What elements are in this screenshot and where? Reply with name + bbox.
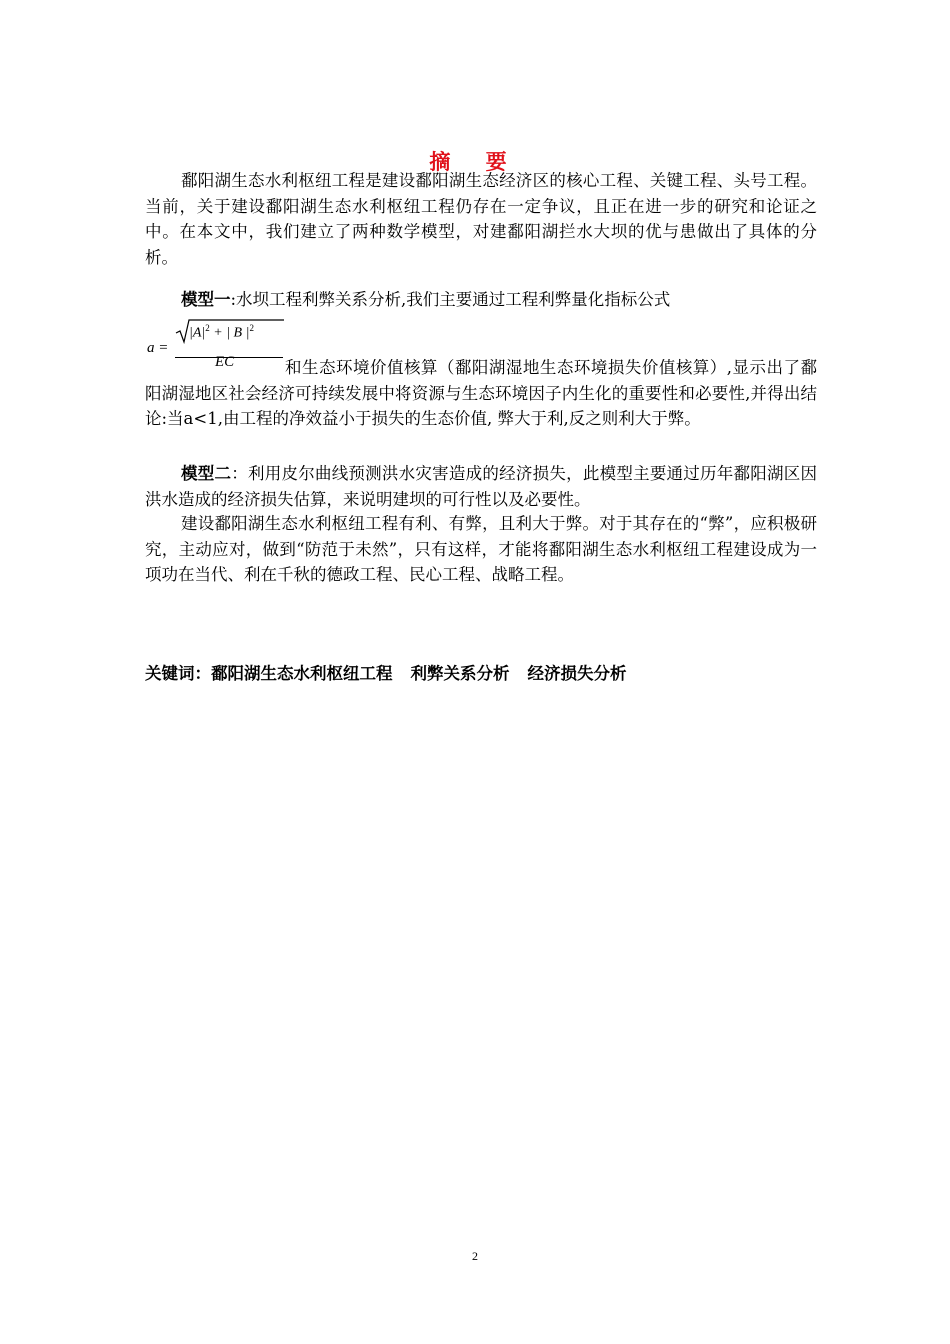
formula-lhs: a = <box>147 340 169 356</box>
keyword-item: 经济损失分析 <box>527 664 627 683</box>
model1-intro <box>145 287 817 313</box>
formula-numerator <box>189 323 254 342</box>
page-number: 2 <box>472 1249 478 1263</box>
intro-paragraph: 鄱阳湖生态水利枢纽工程是建设鄱阳湖生态经济区的核心工程、关键工程、头号工程。当前，关于建设鄱阳湖生态水利枢纽工程仍存在一定争议，且正在进一步的研究和论证之中。在本文中，我们建立了两种数学模型，对建鄱阳湖拦水大坝的优与患做出了具体的分析。 <box>145 171 817 267</box>
conclusion-paragraph: 建设鄱阳湖生态水利枢纽工程有利、有弊，且利大于弊。对于其存在的“弊”，应积极研究，主动应对，做到“防范于未然”，只有这样，才能将鄱阳湖生态水利枢纽工程建设成为一项功在当代、利在千秋的德政工程、民心工程、战略工程。 <box>145 514 817 584</box>
model2-label: 模型二 <box>181 464 232 483</box>
model1-label: 模型一 <box>181 290 231 309</box>
formula-exp-b: 2 <box>249 323 254 333</box>
formula-exp-a: 2 <box>205 323 210 333</box>
keywords-label: 关键词： <box>145 664 211 683</box>
keywords-line <box>145 660 845 684</box>
formula-term-a: |A| <box>189 325 206 341</box>
model1-text-before: :水坝工程利弊关系分析,我们主要通过工程利弊量化指标公式 <box>230 290 671 309</box>
keyword-item: 鄱阳湖生态水利枢纽工程 <box>211 664 393 683</box>
model2-paragraph <box>145 461 817 512</box>
model2-text: ：利用皮尔曲线预测洪水灾害造成的经济损失，此模型主要通过历年鄱阳湖区因洪水造成的经济损失估算，来说明建坝的可行性以及必要性。 <box>145 464 818 509</box>
formula-term-b: + | B | <box>213 325 250 341</box>
model1-text-after: 和生态环境价值核算（鄱阳湖湿地生态环境损失价值核算）,显示出了鄱阳湖湿地区社会经济可持续发展中将资源与生态环境因子内生化的重要性和必要性,并得出结论:当a<1,由工程的净效益小于损失的生态价值, 弊大于利,反之则利大于弊。 <box>145 358 817 428</box>
formula-denominator: EC <box>215 354 235 370</box>
keyword-item: 利弊关系分析 <box>410 664 510 683</box>
abstract-title: 摘 要 <box>429 150 521 174</box>
